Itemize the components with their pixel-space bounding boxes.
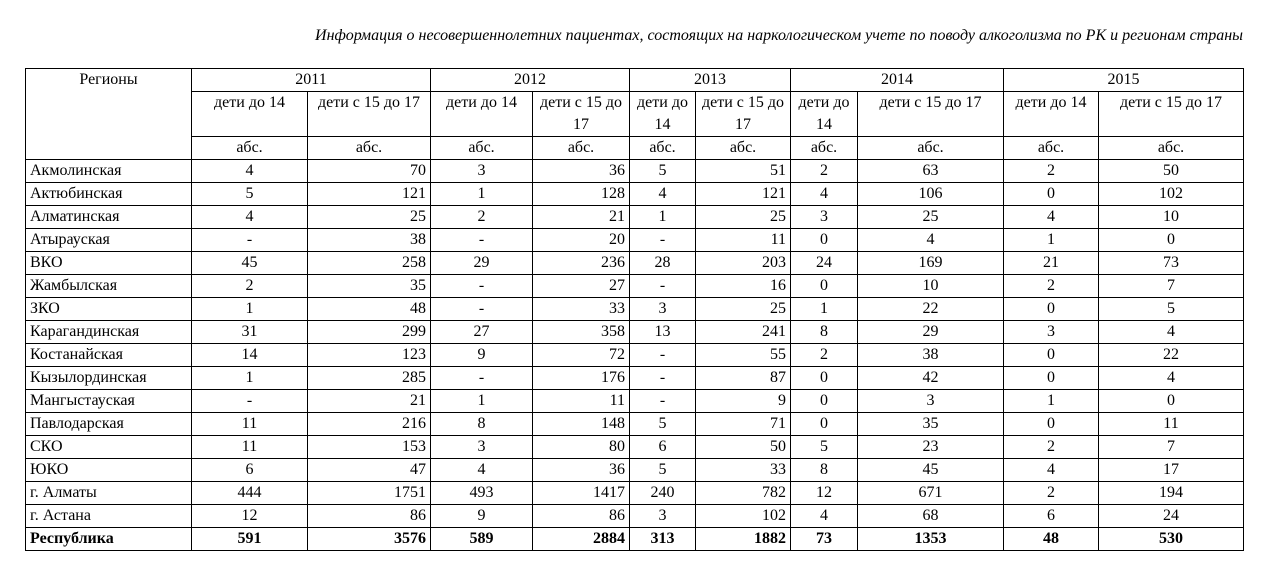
region-cell: Кызылординская — [26, 367, 192, 390]
year-header: 2015 — [1004, 69, 1244, 92]
value-cell: 68 — [858, 505, 1004, 528]
value-cell: 42 — [858, 367, 1004, 390]
value-cell: 17 — [1099, 459, 1244, 482]
table-row — [26, 459, 1244, 482]
value-cell: 51 — [696, 160, 791, 183]
value-cell: 4 — [858, 229, 1004, 252]
value-cell: 493 — [431, 482, 533, 505]
table-row — [26, 183, 1244, 206]
value-cell: 3 — [431, 160, 533, 183]
value-cell: 5 — [192, 183, 308, 206]
value-cell: 55 — [696, 344, 791, 367]
region-cell: ВКО — [26, 252, 192, 275]
unit-header: абс. — [696, 137, 791, 160]
value-cell: 4 — [192, 160, 308, 183]
value-cell: 444 — [192, 482, 308, 505]
value-cell: 1 — [192, 298, 308, 321]
value-cell: 23 — [858, 436, 1004, 459]
value-cell: 240 — [630, 482, 696, 505]
value-cell: 4 — [1099, 367, 1244, 390]
value-cell: 121 — [308, 183, 431, 206]
value-cell: 0 — [1004, 413, 1099, 436]
value-cell: 8 — [791, 321, 858, 344]
header-row-years — [26, 69, 1244, 92]
value-cell: - — [630, 367, 696, 390]
unit-header: абс. — [630, 137, 696, 160]
value-cell: 1751 — [308, 482, 431, 505]
value-cell: 24 — [1099, 505, 1244, 528]
value-cell: 3 — [431, 436, 533, 459]
value-cell: 5 — [630, 413, 696, 436]
value-cell: 2 — [791, 160, 858, 183]
value-cell: 2 — [192, 275, 308, 298]
value-cell: 4 — [1004, 206, 1099, 229]
value-cell: 3 — [630, 298, 696, 321]
age-group-header: дети с 15 до 17 — [696, 92, 791, 137]
value-cell: 86 — [308, 505, 431, 528]
value-cell: 73 — [791, 528, 858, 551]
value-cell: 1353 — [858, 528, 1004, 551]
value-cell: 27 — [431, 321, 533, 344]
value-cell: 241 — [696, 321, 791, 344]
value-cell: 123 — [308, 344, 431, 367]
value-cell: 2 — [1004, 275, 1099, 298]
value-cell: 14 — [192, 344, 308, 367]
table-row — [26, 482, 1244, 505]
year-header: 2012 — [431, 69, 630, 92]
value-cell: 5 — [1099, 298, 1244, 321]
age-group-header: дети с 15 до 17 — [533, 92, 630, 137]
value-cell: 169 — [858, 252, 1004, 275]
value-cell: 47 — [308, 459, 431, 482]
value-cell: 153 — [308, 436, 431, 459]
value-cell: 194 — [1099, 482, 1244, 505]
value-cell: 22 — [858, 298, 1004, 321]
value-cell: 236 — [533, 252, 630, 275]
value-cell: 6 — [630, 436, 696, 459]
header-row-units — [26, 137, 1244, 160]
region-cell: Павлодарская — [26, 413, 192, 436]
value-cell: 12 — [192, 505, 308, 528]
value-cell: 176 — [533, 367, 630, 390]
region-cell: Актюбинская — [26, 183, 192, 206]
value-cell: 20 — [533, 229, 630, 252]
value-cell: 0 — [791, 229, 858, 252]
value-cell: 2 — [791, 344, 858, 367]
value-cell: 21 — [308, 390, 431, 413]
region-cell: Жамбылская — [26, 275, 192, 298]
value-cell: 4 — [1004, 459, 1099, 482]
value-cell: 0 — [1004, 367, 1099, 390]
value-cell: 33 — [533, 298, 630, 321]
value-cell: 29 — [858, 321, 1004, 344]
value-cell: 3 — [630, 505, 696, 528]
header-row-groups — [26, 92, 1244, 137]
age-group-header: дети до 14 — [431, 92, 533, 137]
value-cell: 4 — [630, 183, 696, 206]
value-cell: 530 — [1099, 528, 1244, 551]
regions-header: Регионы — [26, 69, 192, 160]
value-cell: 782 — [696, 482, 791, 505]
value-cell: - — [431, 367, 533, 390]
value-cell: 11 — [192, 413, 308, 436]
value-cell: 258 — [308, 252, 431, 275]
value-cell: 12 — [791, 482, 858, 505]
value-cell: 3576 — [308, 528, 431, 551]
value-cell: 7 — [1099, 275, 1244, 298]
table-row — [26, 436, 1244, 459]
value-cell: 16 — [696, 275, 791, 298]
value-cell: 10 — [1099, 206, 1244, 229]
value-cell: - — [192, 390, 308, 413]
value-cell: 2 — [1004, 436, 1099, 459]
value-cell: 31 — [192, 321, 308, 344]
region-cell: Акмолинская — [26, 160, 192, 183]
table-row — [26, 275, 1244, 298]
value-cell: 71 — [696, 413, 791, 436]
table-row — [26, 344, 1244, 367]
value-cell: 35 — [858, 413, 1004, 436]
value-cell: 9 — [431, 344, 533, 367]
value-cell: 11 — [533, 390, 630, 413]
value-cell: 0 — [1004, 298, 1099, 321]
table-row — [26, 229, 1244, 252]
value-cell: 4 — [431, 459, 533, 482]
value-cell: 1 — [431, 390, 533, 413]
age-group-header: дети с 15 до 17 — [308, 92, 431, 137]
age-group-header: дети до 14 — [791, 92, 858, 137]
table-row — [26, 505, 1244, 528]
age-group-header: дети до 14 — [192, 92, 308, 137]
value-cell: 25 — [696, 298, 791, 321]
value-cell: 0 — [1004, 183, 1099, 206]
value-cell: 6 — [192, 459, 308, 482]
value-cell: 36 — [533, 459, 630, 482]
value-cell: 48 — [308, 298, 431, 321]
region-cell: Карагандинская — [26, 321, 192, 344]
value-cell: 203 — [696, 252, 791, 275]
value-cell: - — [630, 229, 696, 252]
value-cell: 13 — [630, 321, 696, 344]
value-cell: 0 — [791, 413, 858, 436]
value-cell: 9 — [431, 505, 533, 528]
value-cell: 27 — [533, 275, 630, 298]
unit-header: абс. — [192, 137, 308, 160]
table-body — [26, 160, 1244, 551]
value-cell: 36 — [533, 160, 630, 183]
value-cell: 6 — [1004, 505, 1099, 528]
value-cell: - — [192, 229, 308, 252]
value-cell: 313 — [630, 528, 696, 551]
value-cell: 4 — [791, 505, 858, 528]
value-cell: 0 — [791, 275, 858, 298]
region-cell: г. Астана — [26, 505, 192, 528]
table-row — [26, 160, 1244, 183]
value-cell: 102 — [696, 505, 791, 528]
value-cell: 38 — [308, 229, 431, 252]
value-cell: 5 — [630, 160, 696, 183]
value-cell: 86 — [533, 505, 630, 528]
value-cell: 5 — [791, 436, 858, 459]
age-group-header: дети до 14 — [1004, 92, 1099, 137]
value-cell: 128 — [533, 183, 630, 206]
value-cell: 25 — [696, 206, 791, 229]
region-cell: СКО — [26, 436, 192, 459]
data-table — [25, 68, 1244, 551]
value-cell: 1882 — [696, 528, 791, 551]
table-row — [26, 206, 1244, 229]
value-cell: 25 — [308, 206, 431, 229]
value-cell: 11 — [1099, 413, 1244, 436]
region-cell: Атырауская — [26, 229, 192, 252]
year-header: 2014 — [791, 69, 1004, 92]
value-cell: 1417 — [533, 482, 630, 505]
value-cell: 29 — [431, 252, 533, 275]
value-cell: 50 — [1099, 160, 1244, 183]
year-header: 2013 — [630, 69, 791, 92]
value-cell: 591 — [192, 528, 308, 551]
value-cell: 2 — [431, 206, 533, 229]
value-cell: 216 — [308, 413, 431, 436]
value-cell: 35 — [308, 275, 431, 298]
value-cell: - — [431, 229, 533, 252]
unit-header: абс. — [1099, 137, 1244, 160]
value-cell: 671 — [858, 482, 1004, 505]
value-cell: - — [431, 298, 533, 321]
value-cell: 0 — [791, 367, 858, 390]
value-cell: 2884 — [533, 528, 630, 551]
value-cell: 8 — [431, 413, 533, 436]
value-cell: 299 — [308, 321, 431, 344]
value-cell: 21 — [1004, 252, 1099, 275]
value-cell: 72 — [533, 344, 630, 367]
value-cell: 45 — [192, 252, 308, 275]
value-cell: 2 — [1004, 482, 1099, 505]
value-cell: 11 — [696, 229, 791, 252]
value-cell: - — [630, 344, 696, 367]
region-cell: Республика — [26, 528, 192, 551]
value-cell: 21 — [533, 206, 630, 229]
unit-header: абс. — [1004, 137, 1099, 160]
age-group-header: дети с 15 до 17 — [858, 92, 1004, 137]
region-cell: Алматинская — [26, 206, 192, 229]
value-cell: 87 — [696, 367, 791, 390]
region-cell: Мангыстауская — [26, 390, 192, 413]
unit-header: абс. — [858, 137, 1004, 160]
value-cell: 1 — [431, 183, 533, 206]
value-cell: 10 — [858, 275, 1004, 298]
year-header: 2011 — [192, 69, 431, 92]
value-cell: 24 — [791, 252, 858, 275]
value-cell: 4 — [791, 183, 858, 206]
region-cell: г. Алматы — [26, 482, 192, 505]
age-group-header: дети с 15 до 17 — [1099, 92, 1244, 137]
value-cell: 25 — [858, 206, 1004, 229]
value-cell: 0 — [791, 390, 858, 413]
value-cell: 28 — [630, 252, 696, 275]
age-group-header: дети до 14 — [630, 92, 696, 137]
value-cell: 11 — [192, 436, 308, 459]
value-cell: 3 — [1004, 321, 1099, 344]
value-cell: 1 — [791, 298, 858, 321]
value-cell: 148 — [533, 413, 630, 436]
value-cell: 1 — [192, 367, 308, 390]
value-cell: 45 — [858, 459, 1004, 482]
value-cell: 8 — [791, 459, 858, 482]
value-cell: 38 — [858, 344, 1004, 367]
value-cell: 121 — [696, 183, 791, 206]
value-cell: 358 — [533, 321, 630, 344]
value-cell: 70 — [308, 160, 431, 183]
value-cell: 0 — [1099, 390, 1244, 413]
value-cell: 3 — [858, 390, 1004, 413]
region-cell: ЮКО — [26, 459, 192, 482]
region-cell: ЗКО — [26, 298, 192, 321]
value-cell: 5 — [630, 459, 696, 482]
value-cell: 285 — [308, 367, 431, 390]
table-row — [26, 252, 1244, 275]
value-cell: 102 — [1099, 183, 1244, 206]
unit-header: абс. — [533, 137, 630, 160]
value-cell: 22 — [1099, 344, 1244, 367]
table-row — [26, 367, 1244, 390]
table-row — [26, 390, 1244, 413]
value-cell: 9 — [696, 390, 791, 413]
unit-header: абс. — [791, 137, 858, 160]
value-cell: 0 — [1004, 344, 1099, 367]
table-row — [26, 321, 1244, 344]
value-cell: - — [431, 275, 533, 298]
value-cell: - — [630, 390, 696, 413]
value-cell: - — [630, 275, 696, 298]
value-cell: 0 — [1099, 229, 1244, 252]
value-cell: 1 — [1004, 229, 1099, 252]
total-row — [26, 528, 1244, 551]
value-cell: 50 — [696, 436, 791, 459]
value-cell: 63 — [858, 160, 1004, 183]
value-cell: 4 — [192, 206, 308, 229]
value-cell: 4 — [1099, 321, 1244, 344]
value-cell: 589 — [431, 528, 533, 551]
value-cell: 3 — [791, 206, 858, 229]
table-row — [26, 413, 1244, 436]
unit-header: абс. — [431, 137, 533, 160]
unit-header: абс. — [308, 137, 431, 160]
value-cell: 48 — [1004, 528, 1099, 551]
table-caption: Информация о несовершеннолетних пациентах, состоящих на наркологическом учете по поводу алкоголизма по РК и регионам страны — [315, 27, 1243, 44]
value-cell: 1 — [630, 206, 696, 229]
value-cell: 106 — [858, 183, 1004, 206]
value-cell: 80 — [533, 436, 630, 459]
value-cell: 73 — [1099, 252, 1244, 275]
value-cell: 1 — [1004, 390, 1099, 413]
table-row — [26, 298, 1244, 321]
region-cell: Костанайская — [26, 344, 192, 367]
value-cell: 2 — [1004, 160, 1099, 183]
value-cell: 7 — [1099, 436, 1244, 459]
value-cell: 33 — [696, 459, 791, 482]
